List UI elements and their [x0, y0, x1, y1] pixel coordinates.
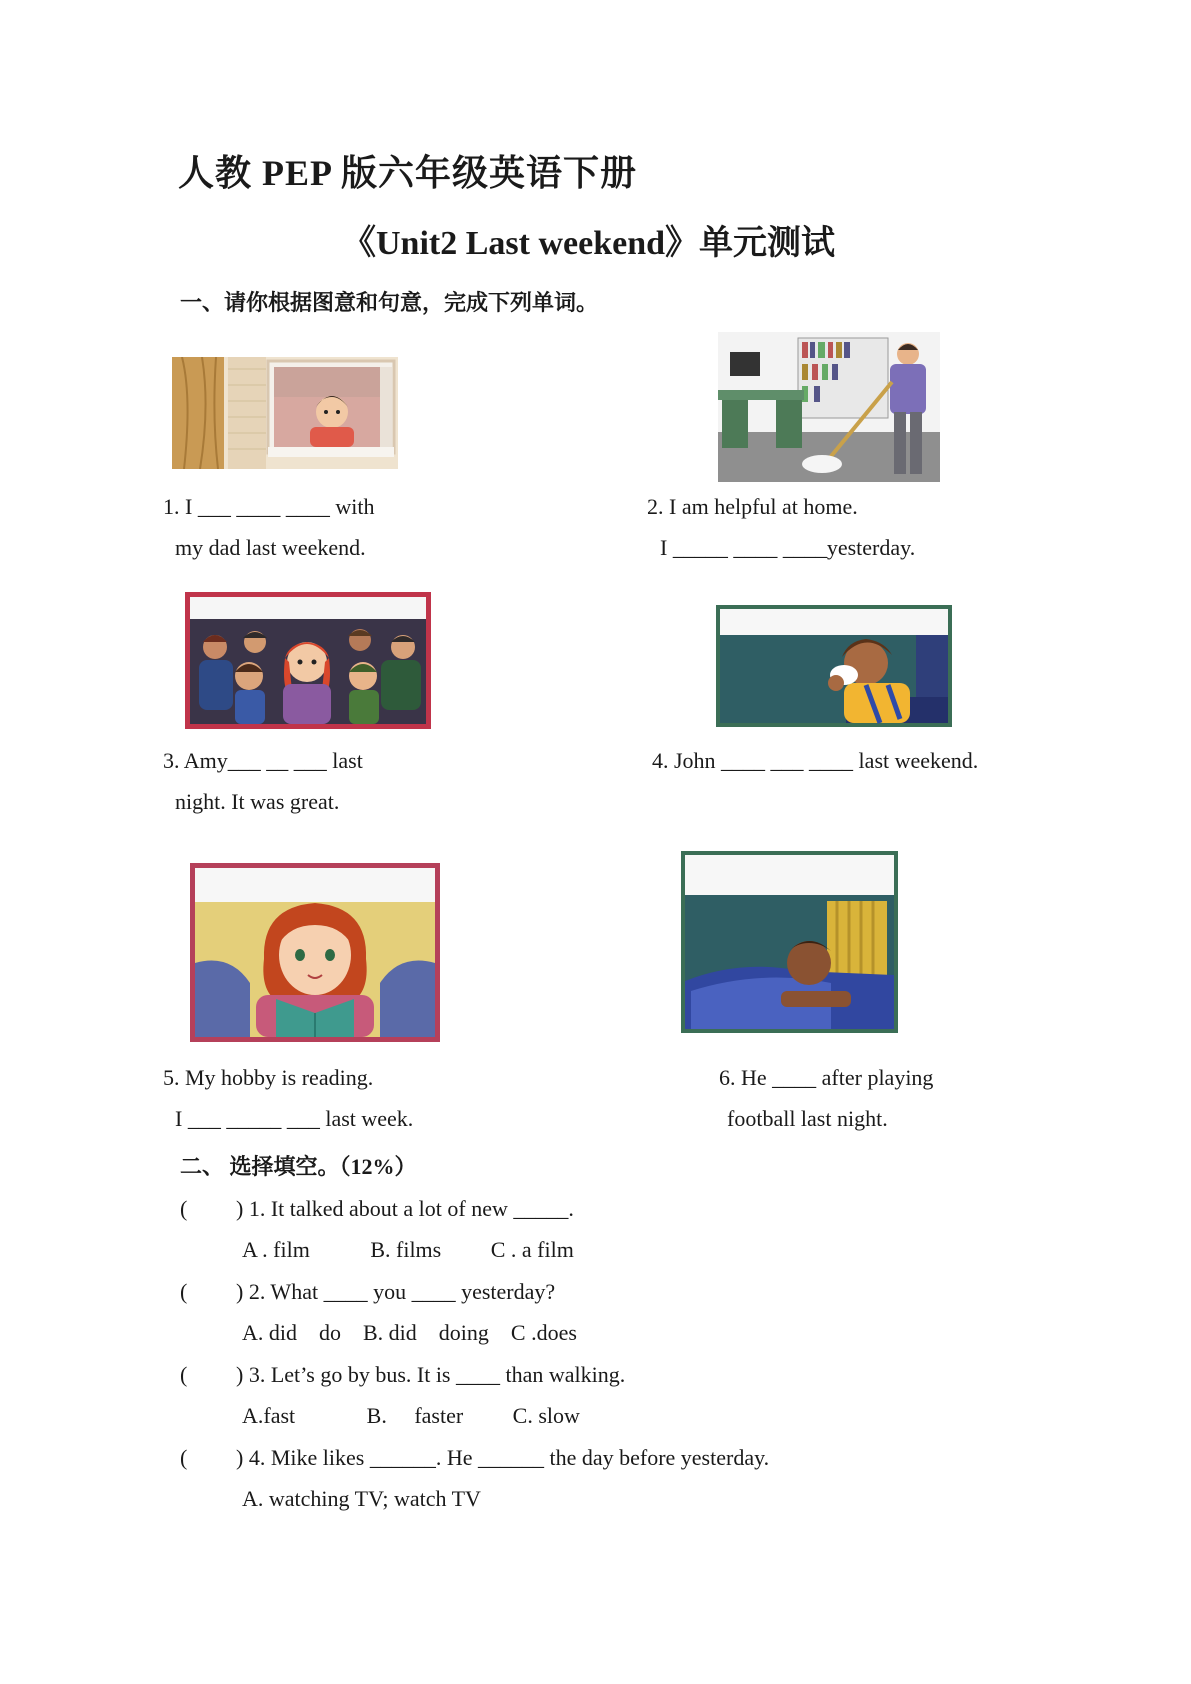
page-subtitle: 《Unit2 Last weekend》单元测试: [342, 225, 836, 262]
item-6-line-1: 6. He ____ after playing: [719, 1065, 934, 1090]
picture-boy-sleeping: [681, 851, 898, 1033]
question-2-options: A. did do B. did doing C .does: [242, 1320, 577, 1345]
picture-boy-with-tissue: [716, 605, 952, 727]
question-3-bracket: (: [180, 1362, 188, 1387]
question-2-stem: ) 2. What ____ you ____ yesterday?: [236, 1279, 556, 1304]
item-3-line-2: night. It was great.: [175, 789, 340, 814]
item-2-line-1: 2. I am helpful at home.: [647, 494, 858, 519]
item-1-line-1: 1. I ___ ____ ____ with: [163, 494, 375, 519]
question-1-stem: ) 1. It talked about a lot of new _____.: [236, 1196, 574, 1221]
item-5-line-1: 5. My hobby is reading.: [163, 1065, 374, 1090]
item-2-line-2: I _____ ____ ____yesterday.: [660, 535, 916, 560]
picture-girl-reading: [190, 863, 440, 1042]
picture-boy-at-window: [172, 357, 398, 469]
question-3-stem: ) 3. Let’s go by bus. It is ____ than walking.: [236, 1362, 626, 1387]
item-1-line-2: my dad last weekend.: [175, 535, 366, 560]
question-4-stem: ) 4. Mike likes ______. He ______ the day before yesterday.: [236, 1445, 770, 1470]
picture-man-mopping: [718, 332, 940, 482]
question-1-bracket: (: [180, 1196, 188, 1221]
page-title: 人教 PEP 版六年级英语下册: [178, 153, 638, 193]
picture-cinema-audience: [185, 592, 431, 729]
question-2-bracket: (: [180, 1279, 188, 1304]
question-4-bracket: (: [180, 1445, 188, 1470]
item-4-line-1: 4. John ____ ___ ____ last weekend.: [652, 748, 979, 773]
item-5-line-2: I ___ _____ ___ last week.: [175, 1106, 414, 1131]
question-1-options: A . film B. films C . a film: [242, 1237, 574, 1262]
section1-heading: 一、请你根据图意和句意，完成下列单词。: [180, 290, 599, 315]
item-3-line-1: 3. Amy___ __ ___ last: [163, 748, 363, 773]
item-6-line-2: football last night.: [727, 1106, 888, 1131]
section2-heading: 二、 选择填空。（12%）: [180, 1154, 417, 1179]
question-4-options: A. watching TV; watch TV: [242, 1486, 481, 1511]
question-3-options: A.fast B. faster C. slow: [242, 1403, 580, 1428]
